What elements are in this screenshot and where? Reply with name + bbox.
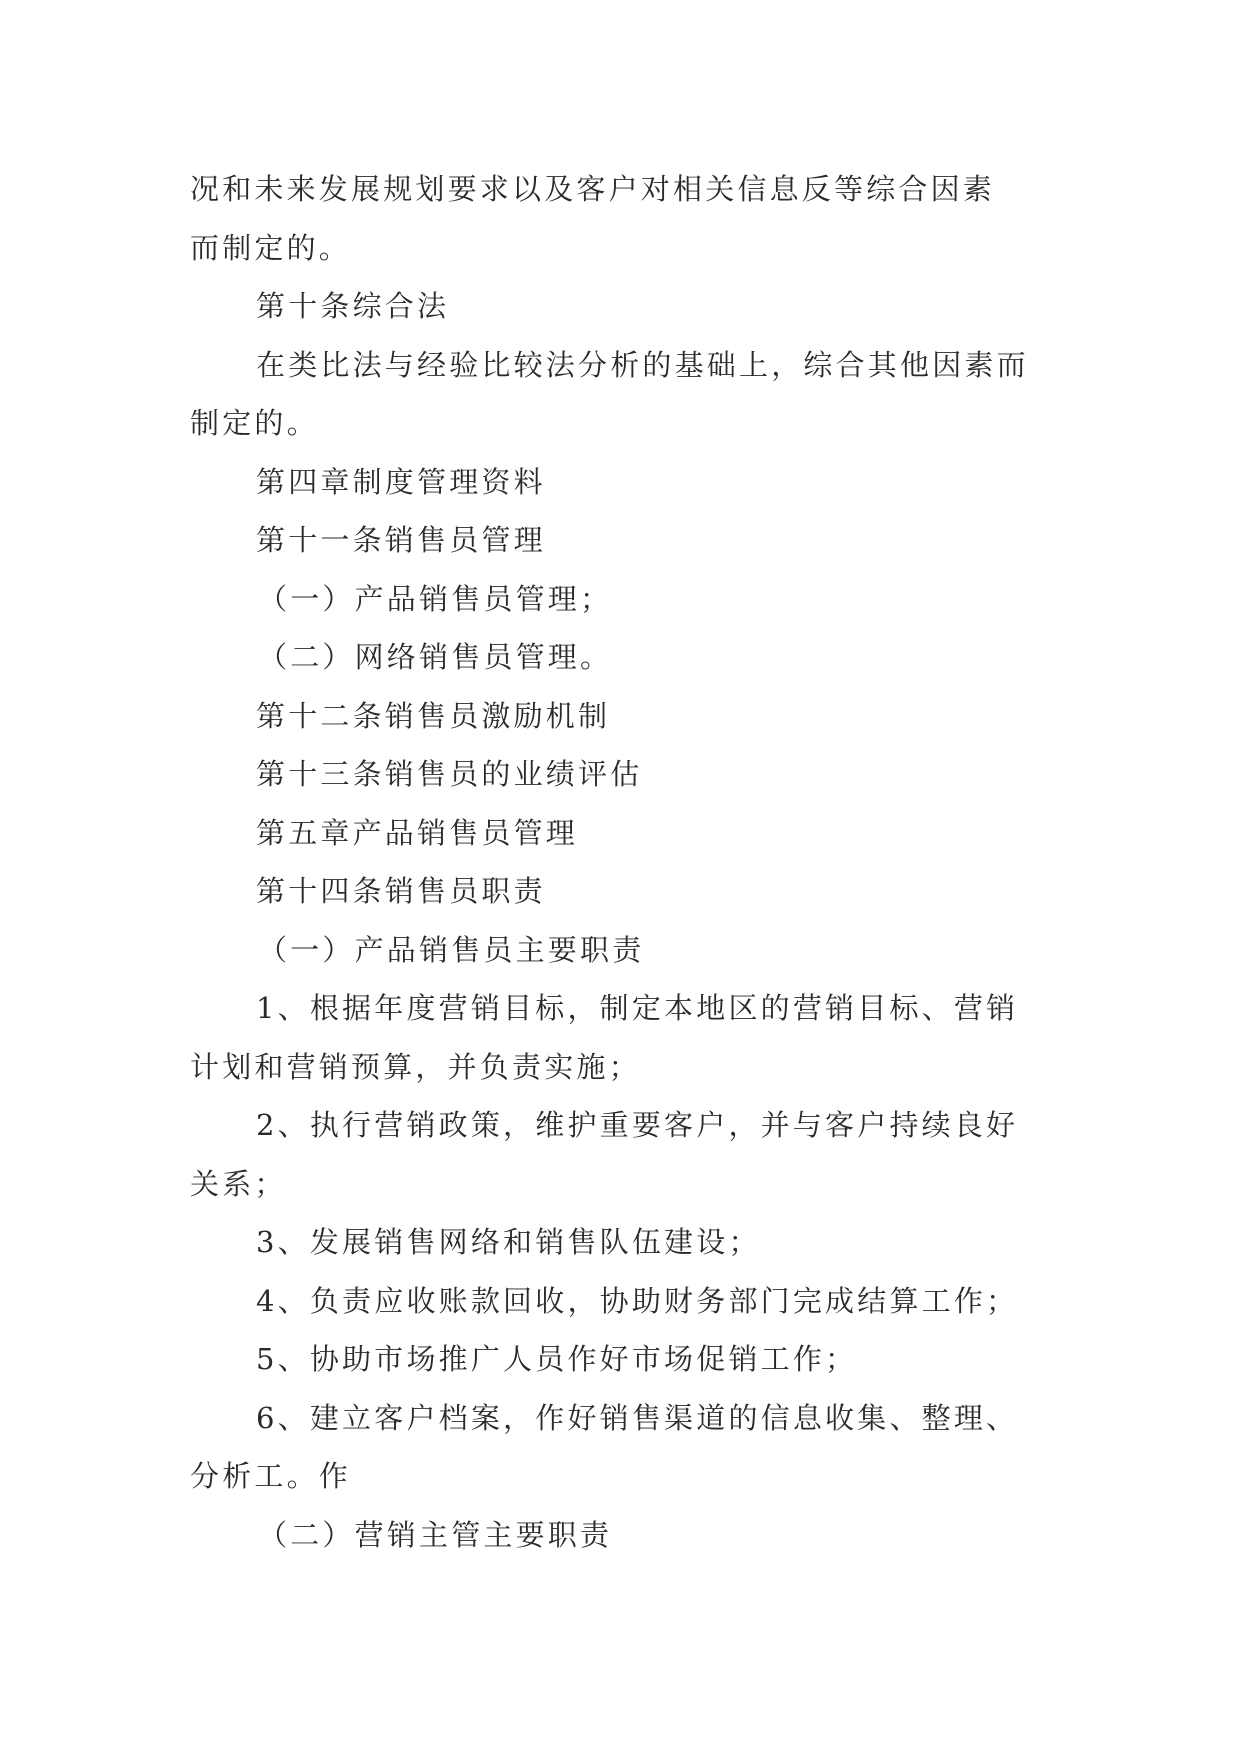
- article-heading: 第十一条销售员管理: [256, 523, 546, 557]
- chapter-heading: 第四章制度管理资料: [256, 464, 546, 499]
- article-heading: 第十四条销售员职责: [256, 874, 546, 908]
- paragraph-line: 而制定的。: [190, 230, 352, 265]
- article-heading: 第十三条销售员的业绩评估: [256, 757, 643, 791]
- paragraph-line: 计划和营销预算，并负责实施；: [190, 1049, 641, 1084]
- document-body: [190, 160, 1060, 1564]
- chapter-heading: 第五章产品销售员管理: [256, 815, 579, 850]
- list-item: （二）网络销售员管理。: [258, 640, 613, 674]
- numbered-item: 6、建立客户档案，作好销售渠道的信息收集、整理、: [256, 1400, 1019, 1435]
- numbered-item: 1、根据年度营销目标，制定本地区的营销目标、营销: [256, 991, 1019, 1025]
- numbered-item: 5、协助市场推广人员作好市场促销工作；: [256, 1342, 858, 1376]
- paragraph-line: 况和未来发展规划要求以及客户对相关信息反等综合因素: [190, 172, 996, 206]
- numbered-item: 2、执行营销政策，维护重要客户，并与客户持续良好: [256, 1108, 1019, 1142]
- article-heading: 第十条综合法: [256, 289, 450, 323]
- list-item: （一）产品销售员管理；: [258, 581, 613, 616]
- paragraph-line: 制定的。: [190, 406, 319, 440]
- paragraph-line: 分析工。作: [190, 1459, 352, 1493]
- article-heading: 第十二条销售员激励机制: [256, 698, 611, 733]
- list-item: （一）产品销售员主要职责: [258, 932, 645, 967]
- paragraph-line: 在类比法与经验比较法分析的基础上，综合其他因素而: [256, 347, 1029, 382]
- paragraph-line: 关系；: [190, 1166, 287, 1201]
- numbered-item: 4、负责应收账款回收，协助财务部门完成结算工作；: [256, 1283, 1019, 1318]
- list-item: （二）营销主管主要职责: [258, 1517, 613, 1552]
- numbered-item: 3、发展销售网络和销售队伍建设；: [256, 1225, 761, 1259]
